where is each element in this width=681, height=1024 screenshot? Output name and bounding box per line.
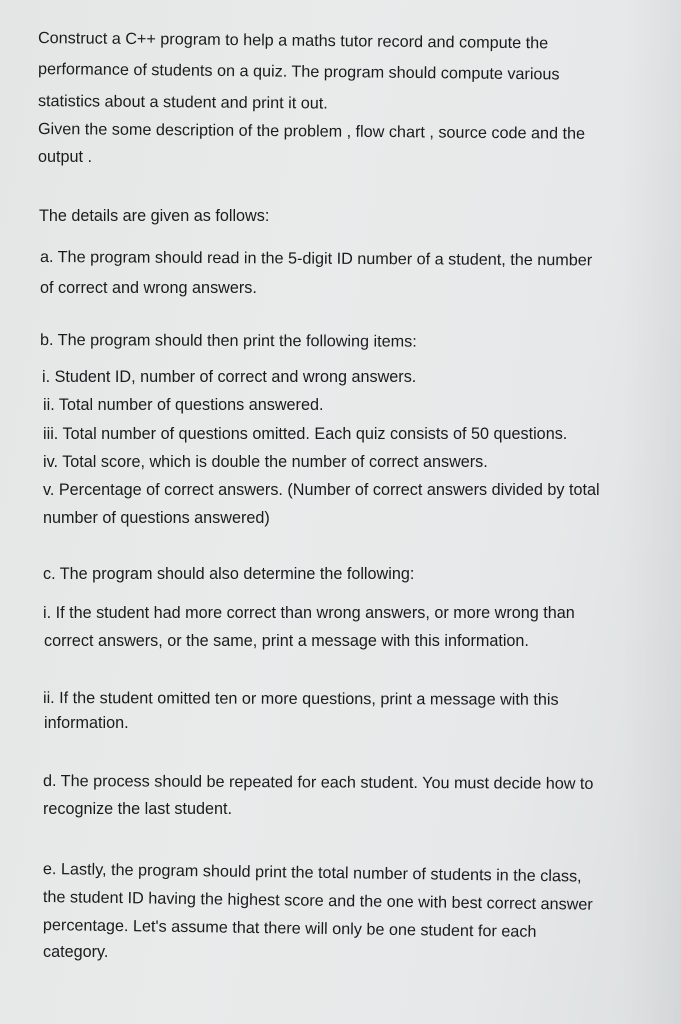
section-e-line-4: category. xyxy=(43,943,109,961)
section-c-item-i-line-2: correct answers, or the same, print a message with this information. xyxy=(44,632,529,650)
page-shadow xyxy=(621,0,681,1024)
section-c-heading: c. The program should also determine the following: xyxy=(43,565,415,583)
details-heading: The details are given as follows: xyxy=(39,207,270,225)
section-a-line-2: of correct and wrong answers. xyxy=(40,279,257,297)
section-d-line-1: d. The process should be repeated for each student. You must decide how to xyxy=(42,772,594,793)
section-e-line-2: the student ID having the highest score and the one with best correct answer xyxy=(42,888,593,914)
section-c-item-i-line-1: i. If the student had more correct than wrong answers, or more wrong than xyxy=(43,604,575,622)
section-e-line-1: e. Lastly, the program should print the total number of students in the class, xyxy=(42,860,582,886)
section-b-item-3: iii. Total number of questions omitted. Each quiz consists of 50 questions. xyxy=(43,425,568,443)
section-b-item-1: i. Student ID, number of correct and wrong answers. xyxy=(42,368,417,386)
intro-line-2: performance of students on a quiz. The program should compute various xyxy=(37,60,560,84)
section-b-item-2: ii. Total number of questions answered. xyxy=(43,396,324,414)
section-c-item-ii-line-2: information. xyxy=(44,714,129,732)
intro-line-4: Given the some description of the problem , flow chart , source code and the xyxy=(37,120,586,143)
intro-line-1: Construct a C++ program to help a maths tutor record and compute the xyxy=(37,29,549,53)
section-b-item-4: iv. Total score, which is double the number of correct answers. xyxy=(43,453,488,471)
section-d-line-2: recognize the last student. xyxy=(43,800,232,818)
section-a-line-1: a. The program should read in the 5-digit ID number of a student, the number xyxy=(39,248,593,270)
intro-line-3: statistics about a student and print it out. xyxy=(37,92,328,113)
section-c-item-ii-line-1: ii. If the student omitted ten or more questions, print a message with this xyxy=(42,689,559,709)
intro-line-5: output . xyxy=(38,148,93,166)
section-b-item-5-cont: number of questions answered) xyxy=(43,509,270,527)
section-e-line-3: percentage. Let's assume that there will only be one student for each xyxy=(42,916,537,941)
section-b-heading: b. The program should then print the following items: xyxy=(39,331,417,351)
section-b-item-5: v. Percentage of correct answers. (Number of correct answers divided by total xyxy=(43,481,600,499)
